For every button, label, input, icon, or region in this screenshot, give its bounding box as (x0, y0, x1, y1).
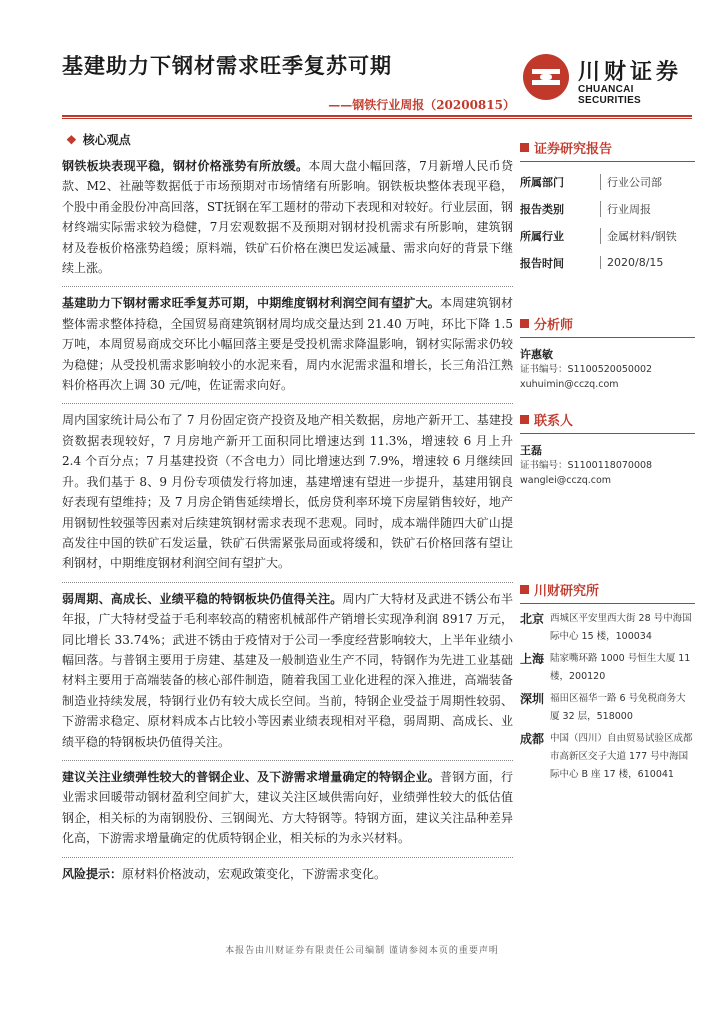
paragraph (62, 583, 513, 761)
analyst-name: 许惠敏 (520, 348, 553, 361)
office-chengdu (520, 730, 695, 784)
analyst-section (520, 314, 695, 392)
paragraph-lead: 基建助力下钢材需求旺季复苏可期，中期维度钢材利润空间有望扩大。 (62, 296, 441, 311)
core-view-body (62, 154, 513, 892)
paragraph (62, 404, 513, 582)
section-title-text: 证券研究报告 (534, 142, 613, 157)
paragraph-body: 本周大盘小幅回落，7月新增人民币贷款、M2、社融等数据低于市场预期对市场情绪有所影响。钢铁板块整体表现平稳，个股中甬金股份冲高回落，ST抚钢在军工题材的带动下表现和对较好。行业层面，钢材终端实际需求较为稳健，7月宏观数据不及预期对钢材投机需求有所影响，建筑钢材及卷板价格涨势趋缓；原料端，铁矿石价格在澳巴发运减量、需求向好的背景下继续上涨。 (62, 159, 513, 276)
analyst-title (520, 314, 695, 333)
info-value: 2020/8/15 (600, 256, 663, 269)
paragraph-body: 周内广大特材及武进不锈公布半年报，广大特材受益于毛利率较高的精密机械部件产销增长实现净利润 8917 万元，同比增长 33.74%；武进不锈由于疫情对于公司一季度经营影响较大，上半年业绩小幅回落。与普钢主要用于房建、基建及一般制造业生产不同，特钢作为先进工业基础材料主要用于高端装备的核心部件制造，随着我国工业化进程的深入推进，高端装备制造业持续发展，特钢行业仍有较大成长空间。当前，特钢企业受益于周期性较弱、下游需求稳定、原材料成本占比较小等因素业绩表现相对平稳，弱周期、高成长、业绩平稳的特钢板块仍值得关注。 (62, 591, 513, 749)
paragraph-body: 周内国家统计局公布了 7 月份固定资产投资及地产相关数据，房地产新开工、基建投资数据表现较好，7 月房地产新开工面积同比增速达到 11.3%，增速较 6 月上升 2.4 个百分点；7 月基建投资（不含电力）同比增速达到 7.9%，增速较 6 月继续回升。我们基于 8、9 月份专项债发行将加速，基建增速有望进一步提升，基建用钢良好表现有望维持；及 7 月房企销售延续增长，低房贷利率环境下房屋销售较好，地产用钢韧性较强等因素对后续建筑钢材需求表现不悲观。同时，成本端伴随四大矿山提高发往中国的铁矿石发运量，铁矿石供需紧张局面或将缓和，铁矿石价格回落有望让利钢材，中期维度钢材利润空间有望扩大。 (62, 413, 513, 571)
section-divider (520, 337, 695, 338)
paragraph-body: 普钢方面，行业需求回暖带动钢材盈利空间扩大，建议关注区域供需向好，业绩弹性较大的低估值钢企，相关标的为南钢股份、三钢闽光、方大特钢等。特钢方面，建议关注品种差异化高，下游需求增量确定的优质特钢企业，相关标的为永兴材料。 (62, 769, 513, 846)
diamond-bullet-icon: ❖ (66, 133, 77, 147)
contact-title (520, 410, 695, 429)
office-address: 福田区福华一路 6 号免税商务大厦 32 层，518000 (550, 693, 686, 722)
page-footer: 本报告由川财证券有限责任公司编制 谨请参阅本页的重要声明 (225, 946, 499, 956)
paragraph-body: 本周建筑钢材整体需求整体持稳，全国贸易商建筑钢材周均成交量达到 21.40 万吨，环比下降 1.5 万吨，本周贸易商成交环比小幅回落主要是受投机需求降温影响，钢材实际需求仍较为稳健；从受投机需求影响较小的水泥来看，周内水泥需求温和增长，长三角沿江熟料价格再次上调 30 元/吨，佐证需求向好。 (62, 296, 513, 393)
report-title: 基建助力下钢材需求旺季复苏可期 (62, 53, 392, 78)
square-bullet-icon (520, 415, 529, 424)
section-title-text: 川财研究所 (534, 584, 600, 599)
header-divider (62, 115, 692, 117)
office-shenzhen (520, 690, 695, 726)
institute-title (520, 580, 695, 599)
office-shanghai (520, 650, 695, 686)
paragraph-lead: 钢铁板块表现平稳，钢材价格涨势有所放缓。 (62, 159, 309, 173)
institute-section (520, 580, 695, 784)
info-key: 报告类别 (520, 202, 564, 216)
analyst-email[interactable]: xuhuimin@cczq.com (520, 379, 619, 390)
contact-email[interactable]: wanglei@cczq.com (520, 475, 612, 486)
section-divider (520, 433, 695, 434)
office-city: 成都 (520, 732, 545, 746)
report-info-section (520, 138, 695, 276)
office-city: 上海 (520, 652, 545, 666)
paragraph (62, 287, 513, 404)
contact-cert: 证书编号：S1100118070008 (520, 460, 653, 471)
info-row-department (520, 168, 695, 195)
info-key: 所属部门 (520, 175, 564, 189)
info-row-date (520, 249, 695, 276)
core-view-heading (66, 131, 131, 148)
header-divider-thin (62, 118, 692, 119)
square-bullet-icon (520, 319, 529, 328)
office-address: 陆家嘴环路 1000 号恒生大厦 11 楼，200120 (550, 653, 691, 682)
info-value: 行业公司部 (600, 174, 662, 190)
paragraph (62, 761, 513, 858)
office-city: 北京 (520, 612, 545, 626)
office-address: 中国（四川）自由贸易试验区成都市高新区交子大道 177 号中海国际中心 B 座 17 楼，610041 (550, 733, 693, 780)
report-subtitle: ——钢铁行业周报（20200815） (328, 98, 515, 112)
paragraph (62, 858, 513, 892)
report-info-title (520, 138, 695, 157)
section-title-text: 联系人 (534, 414, 574, 429)
office-beijing (520, 610, 695, 646)
contact-name: 王磊 (520, 444, 542, 457)
logo-mark-icon (522, 53, 570, 101)
paragraph-lead: 建议关注业绩弹性较大的普钢企业、及下游需求增量确定的特钢企业。 (62, 769, 441, 784)
square-bullet-icon (520, 143, 529, 152)
analyst-cert: 证书编号：S1100520050002 (520, 364, 653, 375)
section-divider (520, 603, 695, 604)
info-value: 金属材料/钢铁 (600, 228, 677, 244)
paragraph-body: 原材料价格波动，宏观政策变化，下游需求变化。 (122, 866, 387, 881)
logo-text-cn: 川财证券 (578, 60, 683, 85)
info-value: 行业周报 (600, 201, 651, 217)
info-key: 所属行业 (520, 229, 564, 243)
info-row-industry (520, 222, 695, 249)
info-row-category (520, 195, 695, 222)
paragraph (62, 154, 513, 287)
info-key: 报告时间 (520, 256, 564, 270)
square-bullet-icon (520, 585, 529, 594)
company-logo (522, 53, 692, 106)
section-title-text: 分析师 (534, 318, 574, 333)
core-view-heading-text: 核心观点 (82, 133, 131, 147)
paragraph-lead: 弱周期、高成长、业绩平稳的特钢板块仍值得关注。 (62, 591, 343, 606)
contact-section (520, 410, 695, 488)
paragraph-lead: 风险提示： (62, 866, 123, 881)
office-address: 西城区平安里西大街 28 号中海国际中心 15 楼，100034 (550, 613, 692, 642)
section-divider (520, 161, 695, 162)
logo-text-en: CHUANCAI SECURITIES (578, 84, 642, 106)
office-city: 深圳 (520, 692, 545, 706)
